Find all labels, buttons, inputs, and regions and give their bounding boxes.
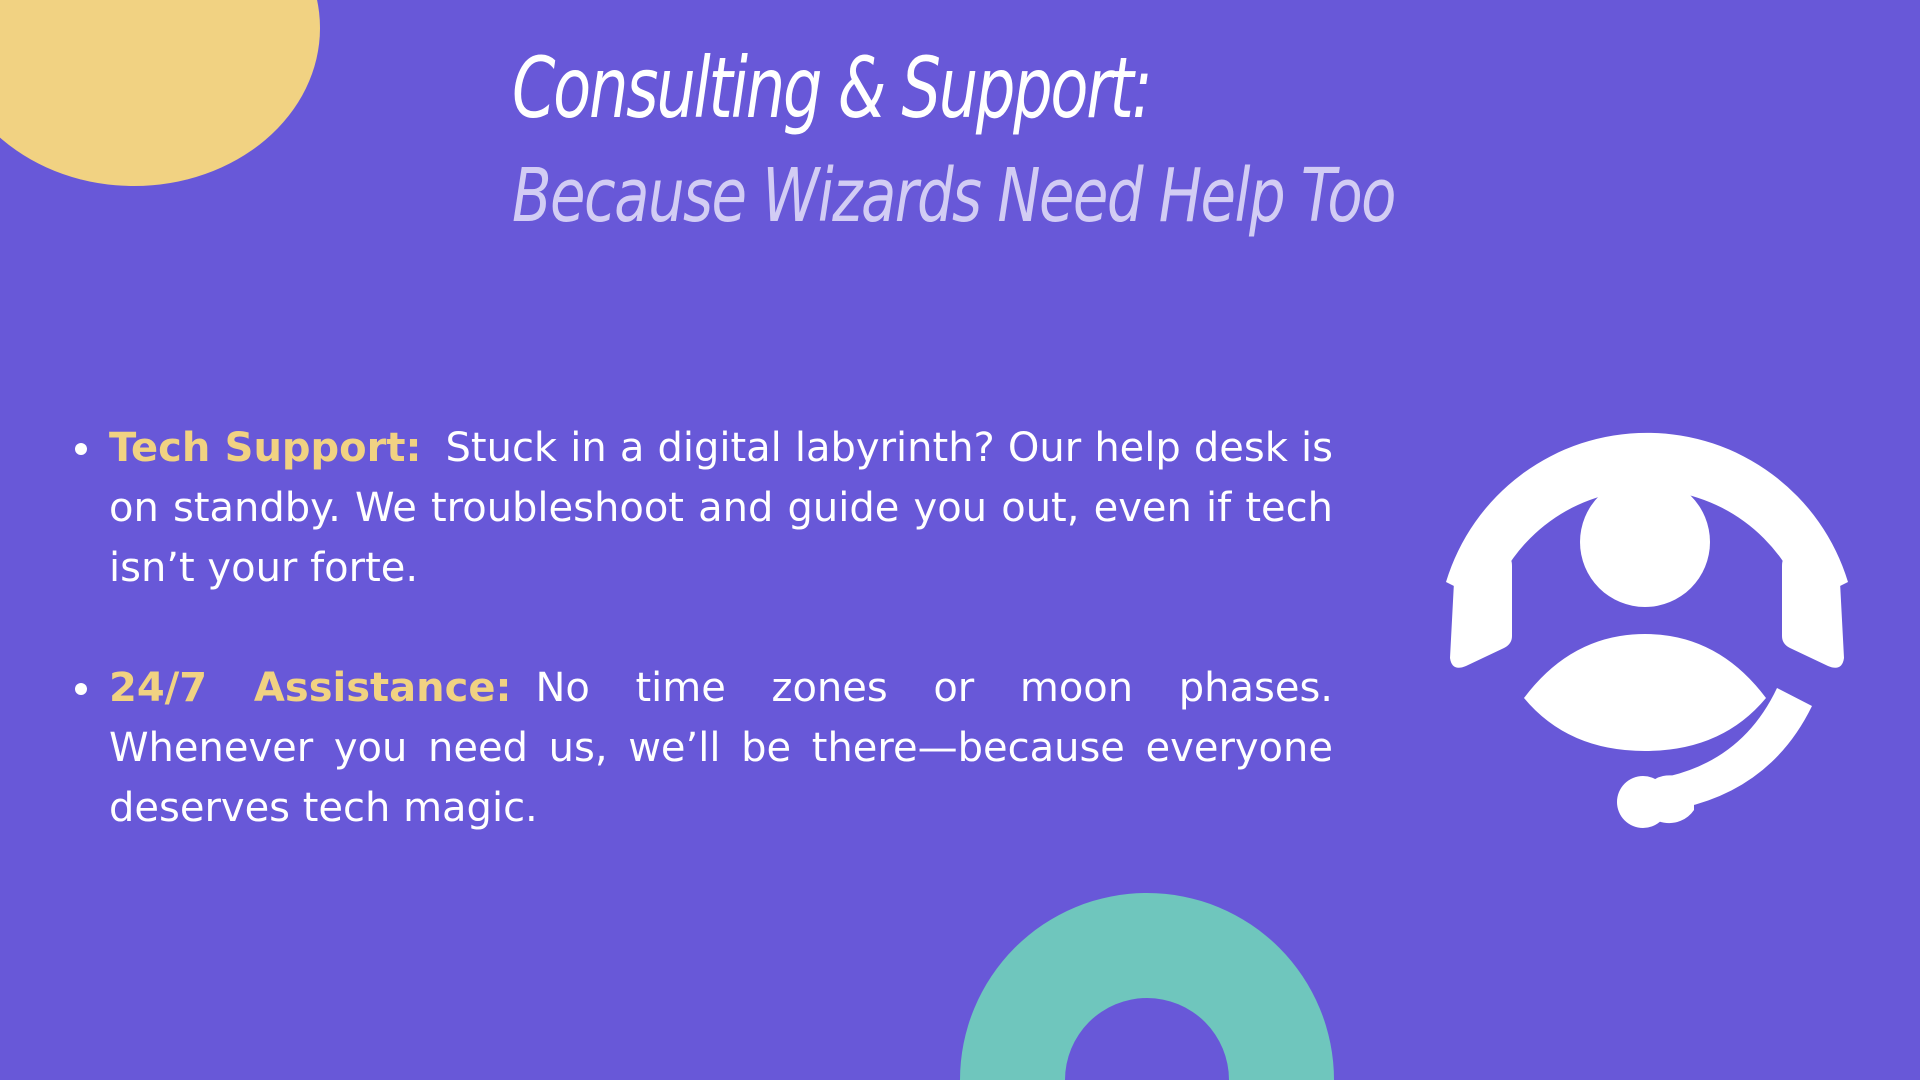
bullet-label: Tech Support:: [109, 425, 422, 471]
slide-title: Consulting & Support:: [512, 39, 1151, 137]
bullet-list: [72, 418, 1333, 898]
decorative-yellow-circle: [0, 0, 320, 186]
bullet-text: Stuck in a digital labyrinth? Our help desk is on standby. We troubleshoot and guide you out, even if tech isn’t your forte.: [109, 425, 1333, 591]
customer-support-headset-icon: [1432, 408, 1862, 838]
bullet-label: 24/7 Assistance:: [109, 665, 512, 711]
bullet-dot: [75, 683, 87, 695]
bullet-assistance: [72, 658, 1333, 838]
bullet-tech-support: [72, 418, 1333, 598]
decorative-teal-ring: [960, 893, 1334, 1080]
slide-subtitle: Because Wizards Need Help Too: [512, 153, 1395, 239]
bullet-dot: [75, 443, 87, 455]
slide-header: [512, 36, 1612, 248]
bullet-text: No time zones or moon phases. Whenever you need us, we’ll be there—because everyone deserves tech magic.: [109, 665, 1333, 831]
